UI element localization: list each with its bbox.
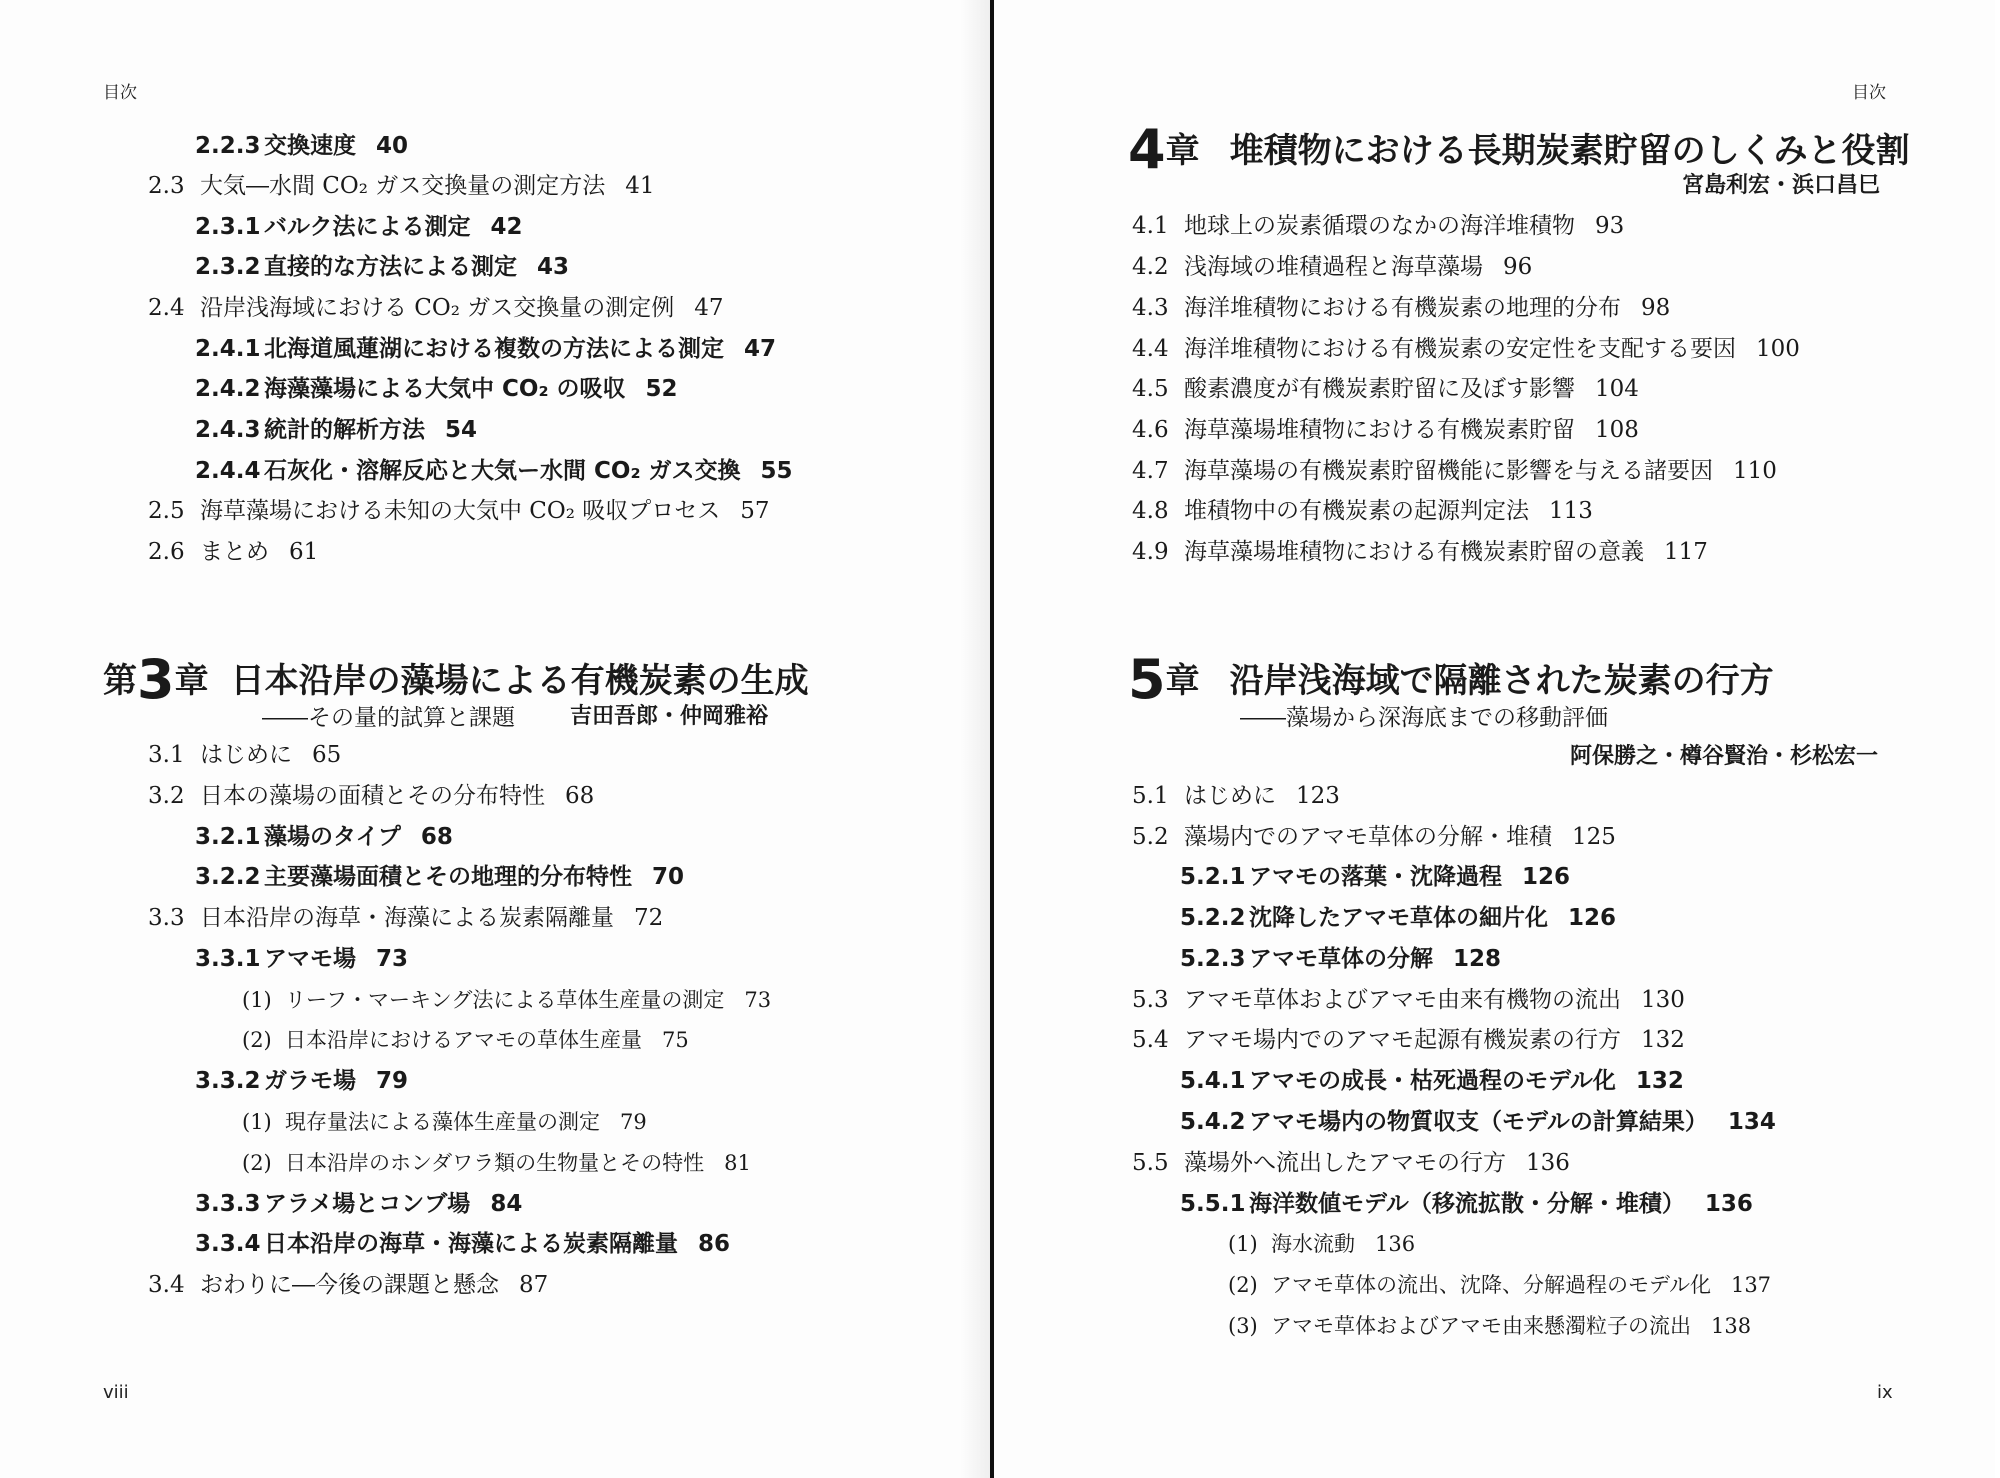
entry-number: 2.6	[148, 539, 185, 565]
entry-number: (1)	[1228, 1232, 1258, 1256]
entry-page: 136	[1704, 1191, 1753, 1217]
chapter-5-authors: 阿保勝之・樽谷賢治・杉松宏一	[1570, 744, 1879, 769]
toc-entry[interactable]	[1132, 292, 1670, 324]
toc-entry[interactable]	[1180, 943, 1501, 975]
entry-page: 130	[1641, 987, 1685, 1013]
toc-entry[interactable]	[1228, 1228, 1415, 1260]
entry-page: 47	[694, 295, 724, 321]
entry-title: 海水流動	[1271, 1232, 1355, 1256]
chapter-3-authors: 吉田吾郎・仲岡雅裕	[570, 704, 769, 729]
entry-page: 87	[519, 1272, 549, 1298]
entry-title: 海草藻場の有機炭素貯留機能に影響を与える諸要因	[1184, 458, 1713, 484]
entry-title: 主要藻場面積とその地理的分布特性	[264, 864, 632, 890]
entry-page: 104	[1595, 376, 1639, 402]
entry-page: 75	[662, 1028, 689, 1052]
toc-entry[interactable]	[1228, 1310, 1751, 1342]
entry-number: (1)	[242, 1110, 272, 1134]
toc-entry[interactable]	[148, 780, 594, 812]
entry-title: 沈降したアマモ草体の細片化	[1249, 905, 1548, 931]
entry-number: 5.2.3	[1180, 946, 1246, 972]
entry-number: 4.8	[1132, 498, 1169, 524]
toc-entry[interactable]	[1228, 1269, 1771, 1301]
toc-entry[interactable]	[242, 1147, 751, 1179]
entry-title: 日本沿岸の海草・海藻による炭素隔離量	[264, 1231, 678, 1257]
entry-page: 93	[1595, 213, 1625, 239]
toc-entry[interactable]	[195, 414, 477, 446]
entry-page: 98	[1641, 295, 1671, 321]
page-number-left: viii	[103, 1382, 129, 1403]
toc-entry[interactable]	[195, 821, 453, 853]
entry-number: 5.2.2	[1180, 905, 1246, 931]
chapter-3-subtitle: ――その量的試算と課題	[262, 705, 515, 731]
entry-page: 100	[1756, 336, 1800, 362]
entry-number: 3.3.2	[195, 1068, 261, 1094]
toc-entry[interactable]	[1180, 1065, 1684, 1097]
entry-page: 123	[1296, 783, 1340, 809]
entry-page: 132	[1635, 1068, 1684, 1094]
entry-page: 72	[634, 905, 664, 931]
entry-number: 3.4	[148, 1272, 185, 1298]
toc-entry[interactable]	[1132, 414, 1639, 446]
chapter-prefix: 第	[103, 661, 137, 701]
entry-title: 沿岸浅海域における CO₂ ガス交換量の測定例	[200, 295, 675, 321]
toc-entry[interactable]	[195, 333, 776, 365]
entry-page: 68	[565, 783, 595, 809]
entry-number: 2.4	[148, 295, 185, 321]
entry-title: 海草藻場堆積物における有機炭素貯留	[1184, 417, 1575, 443]
toc-entry[interactable]	[195, 861, 684, 893]
entry-number: 5.4.1	[1180, 1068, 1246, 1094]
entry-page: 108	[1595, 417, 1639, 443]
entry-title: アマモ草体およびアマモ由来懸濁粒子の流出	[1271, 1314, 1691, 1338]
entry-title: 北海道風蓮湖における複数の方法による測定	[264, 336, 724, 362]
entry-page: 84	[490, 1191, 523, 1217]
toc-entry[interactable]	[1180, 1188, 1753, 1220]
entry-number: 3.3.1	[195, 946, 261, 972]
chapter-number: 4	[1128, 118, 1166, 181]
entry-number: 4.5	[1132, 376, 1169, 402]
entry-number: 3.3	[148, 905, 185, 931]
entry-page: 110	[1733, 458, 1777, 484]
toc-entry[interactable]	[1132, 821, 1616, 853]
toc-entry[interactable]	[195, 1065, 408, 1097]
entry-title: 大気―水間 CO₂ ガス交換量の測定方法	[200, 173, 606, 199]
toc-entry[interactable]	[148, 1269, 548, 1301]
entry-number: 3.2.1	[195, 824, 261, 850]
toc-entry[interactable]	[1132, 984, 1685, 1016]
entry-page: 61	[289, 539, 319, 565]
entry-page: 113	[1549, 498, 1593, 524]
entry-number: 4.3	[1132, 295, 1169, 321]
gutter-shadow	[960, 0, 990, 1478]
entry-title: 海草藻場における未知の大気中 CO₂ 吸収プロセス	[200, 498, 721, 524]
toc-entry[interactable]	[195, 1228, 730, 1260]
entry-page: 70	[652, 864, 685, 890]
chapter-suffix: 章	[174, 661, 209, 701]
entry-title: 地球上の炭素循環のなかの海洋堆積物	[1184, 213, 1575, 239]
entry-title: アマモ草体の流出、沈降、分解過程のモデル化	[1271, 1273, 1711, 1297]
entry-title: アマモ草体およびアマモ由来有機物の流出	[1184, 987, 1621, 1013]
entry-number: 4.1	[1132, 213, 1169, 239]
chapter-4-authors: 宮島利宏・浜口昌巳	[1682, 173, 1881, 198]
page-number-right: ix	[1877, 1382, 1893, 1403]
entry-number: 2.4.3	[195, 417, 261, 443]
entry-title: バルク法による測定	[264, 214, 471, 240]
entry-title: はじめに	[1184, 783, 1276, 809]
entry-page: 81	[724, 1151, 751, 1175]
entry-number: 2.3.1	[195, 214, 261, 240]
toc-entry[interactable]	[242, 1024, 689, 1056]
entry-number: 5.4	[1132, 1027, 1169, 1053]
entry-title: 浅海域の堆積過程と海草藻場	[1184, 254, 1483, 280]
entry-title: 藻場のタイプ	[264, 824, 401, 850]
entry-number: (1)	[242, 988, 272, 1012]
entry-page: 128	[1453, 946, 1502, 972]
entry-page: 43	[537, 254, 570, 280]
chapter-title: 堆積物における長期炭素貯留のしくみと役割	[1229, 131, 1910, 171]
toc-entry[interactable]	[148, 292, 724, 324]
entry-page: 132	[1641, 1027, 1685, 1053]
entry-number: 5.5	[1132, 1150, 1169, 1176]
entry-page: 65	[312, 742, 342, 768]
entry-number: 4.2	[1132, 254, 1169, 280]
entry-page: 137	[1730, 1273, 1772, 1297]
toc-entry[interactable]	[148, 170, 655, 202]
entry-page: 125	[1572, 824, 1616, 850]
entry-title: 日本沿岸におけるアマモの草体生産量	[285, 1028, 642, 1052]
entry-page: 40	[376, 133, 409, 159]
entry-page: 52	[645, 376, 678, 402]
entry-number: 2.3.2	[195, 254, 261, 280]
book-gutter	[990, 0, 994, 1478]
entry-number: 3.2.2	[195, 864, 261, 890]
entry-number: 4.9	[1132, 539, 1169, 565]
toc-entry[interactable]	[148, 536, 318, 568]
entry-page: 136	[1526, 1150, 1570, 1176]
entry-number: (2)	[242, 1028, 272, 1052]
entry-number: (3)	[1228, 1314, 1258, 1338]
entry-title: 海洋堆積物における有機炭素の安定性を支配する要因	[1184, 336, 1736, 362]
entry-title: 交換速度	[264, 133, 356, 159]
entry-number: 2.3	[148, 173, 185, 199]
toc-entry[interactable]	[195, 211, 523, 243]
entry-title: 酸素濃度が有機炭素貯留に及ぼす影響	[1184, 376, 1575, 402]
toc-entry[interactable]	[1132, 1147, 1570, 1179]
entry-title: アマモ場内の物質収支（モデルの計算結果）	[1249, 1109, 1708, 1135]
entry-number: 3.3.3	[195, 1191, 261, 1217]
entry-number: 2.4.1	[195, 336, 261, 362]
entry-number: 2.4.2	[195, 376, 261, 402]
entry-title: 堆積物中の有機炭素の起源判定法	[1184, 498, 1529, 524]
entry-title: 日本沿岸のホンダワラ類の生物量とその特性	[285, 1151, 705, 1175]
running-head-left: 目次	[103, 83, 137, 103]
entry-page: 126	[1522, 864, 1571, 890]
entry-title: 統計的解析方法	[264, 417, 425, 443]
entry-number: 5.5.1	[1180, 1191, 1246, 1217]
toc-entry[interactable]	[1132, 455, 1777, 487]
entry-title: 石灰化・溶解反応と大気ー水間 CO₂ ガス交換	[264, 458, 741, 484]
chapter-number: 3	[137, 648, 175, 711]
entry-page: 73	[744, 988, 772, 1012]
entry-page: 96	[1503, 254, 1533, 280]
entry-number: 5.3	[1132, 987, 1169, 1013]
toc-entry[interactable]	[195, 251, 569, 283]
entry-title: 海草藻場堆積物における有機炭素貯留の意義	[1184, 539, 1644, 565]
entry-title: リーフ・マーキング法による草体生産量の測定	[285, 988, 725, 1012]
entry-page: 126	[1568, 905, 1617, 931]
toc-entry[interactable]	[1132, 1024, 1685, 1056]
toc-entry[interactable]	[195, 130, 408, 162]
chapter-number: 5	[1128, 648, 1166, 711]
entry-title: 藻場外へ流出したアマモの行方	[1184, 1150, 1506, 1176]
entry-title: アマモ場	[264, 946, 356, 972]
entry-page: 41	[625, 173, 655, 199]
entry-page: 57	[740, 498, 770, 524]
chapter-suffix: 章	[1165, 131, 1200, 171]
toc-entry[interactable]	[195, 1188, 522, 1220]
entry-page: 117	[1664, 539, 1708, 565]
entry-page: 136	[1375, 1232, 1416, 1256]
toc-entry[interactable]	[148, 739, 341, 771]
toc-entry[interactable]	[195, 373, 678, 405]
toc-entry[interactable]	[148, 902, 663, 934]
entry-title: アマモの落葉・沈降過程	[1249, 864, 1502, 890]
left-page	[0, 0, 995, 1478]
entry-title: まとめ	[200, 539, 269, 565]
toc-entry[interactable]	[195, 455, 793, 487]
entry-number: 3.2	[148, 783, 185, 809]
entry-title: 日本の藻場の面積とその分布特性	[200, 783, 545, 809]
entry-title: おわりに―今後の課題と懸念	[200, 1272, 499, 1298]
entry-number: (2)	[242, 1151, 272, 1175]
entry-number: 4.6	[1132, 417, 1169, 443]
toc-entry[interactable]	[1132, 536, 1708, 568]
entry-number: 5.2	[1132, 824, 1169, 850]
entry-page: 54	[445, 417, 478, 443]
entry-number: (2)	[1228, 1273, 1258, 1297]
entry-title: 現存量法による藻体生産量の測定	[285, 1110, 600, 1134]
entry-title: 海藻藻場による大気中 CO₂ の吸収	[264, 376, 626, 402]
toc-entry[interactable]	[1180, 1106, 1776, 1138]
entry-page: 68	[420, 824, 453, 850]
entry-number: 4.4	[1132, 336, 1169, 362]
entry-number: 3.1	[148, 742, 185, 768]
entry-title: 藻場内でのアマモ草体の分解・堆積	[1184, 824, 1552, 850]
entry-number: 5.2.1	[1180, 864, 1246, 890]
toc-entry[interactable]	[1132, 373, 1639, 405]
entry-title: はじめに	[200, 742, 292, 768]
entry-title: アマモ草体の分解	[1249, 946, 1433, 972]
toc-entry[interactable]	[242, 984, 771, 1016]
chapter-5-subtitle: ――藻場から深海底までの移動評価	[1240, 705, 1608, 731]
entry-title: 海洋数値モデル（移流拡散・分解・堆積）	[1249, 1191, 1685, 1217]
toc-entry[interactable]	[148, 495, 770, 527]
entry-title: 直接的な方法による測定	[264, 254, 517, 280]
toc-entry[interactable]	[1132, 210, 1624, 242]
entry-page: 47	[744, 336, 777, 362]
entry-number: 3.3.4	[195, 1231, 261, 1257]
entry-number: 5.1	[1132, 783, 1169, 809]
toc-entry[interactable]	[1132, 495, 1593, 527]
toc-entry[interactable]	[1180, 861, 1570, 893]
entry-title: アラメ場とコンブ場	[264, 1191, 471, 1217]
entry-page: 73	[376, 946, 409, 972]
entry-page: 79	[376, 1068, 409, 1094]
toc-entry[interactable]	[1180, 902, 1616, 934]
chapter-title: 日本沿岸の藻場による有機炭素の生成	[230, 661, 809, 701]
entry-number: 5.4.2	[1180, 1109, 1246, 1135]
entry-number: 2.4.4	[195, 458, 261, 484]
entry-page: 134	[1727, 1109, 1776, 1135]
entry-title: アマモ場内でのアマモ起源有機炭素の行方	[1184, 1027, 1621, 1053]
entry-number: 2.5	[148, 498, 185, 524]
toc-entry[interactable]	[195, 943, 408, 975]
toc-entry[interactable]	[1132, 251, 1532, 283]
entry-number: 4.7	[1132, 458, 1169, 484]
toc-entry[interactable]	[1132, 333, 1800, 365]
chapter-suffix: 章	[1165, 661, 1200, 701]
entry-number: 2.2.3	[195, 133, 261, 159]
right-page	[1000, 0, 1995, 1478]
entry-page: 79	[620, 1110, 647, 1134]
entry-title: アマモの成長・枯死過程のモデル化	[1249, 1068, 1616, 1094]
entry-page: 55	[760, 458, 793, 484]
chapter-title: 沿岸浅海域で隔離された炭素の行方	[1229, 661, 1774, 701]
entry-title: 海洋堆積物における有機炭素の地理的分布	[1184, 295, 1621, 321]
entry-page: 138	[1711, 1314, 1752, 1338]
toc-entry[interactable]	[242, 1106, 647, 1138]
entry-page: 42	[490, 214, 523, 240]
toc-entry[interactable]	[1132, 780, 1340, 812]
entry-title: 日本沿岸の海草・海藻による炭素隔離量	[200, 905, 614, 931]
running-head-right: 目次	[1852, 83, 1886, 103]
entry-page: 86	[698, 1231, 731, 1257]
entry-title: ガラモ場	[264, 1068, 356, 1094]
